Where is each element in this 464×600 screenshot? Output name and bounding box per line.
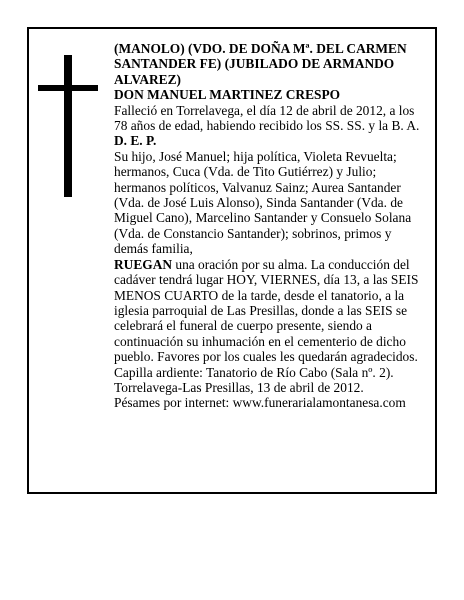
- condolences-line: Pésames por internet: www.funerarialamontanesa.com: [114, 395, 406, 411]
- place-date: Torrelavega-Las Presillas, 13 de abril de 2012.: [114, 379, 364, 395]
- obituary-text: [114, 41, 424, 411]
- death-notice: Falleció en Torrelavega, el día 12 de abril de 2012, a los 78 años de edad, habiendo recibido los SS. SS. y la B. A.: [114, 102, 420, 134]
- cross-icon: [38, 55, 98, 197]
- cross-horizontal-bar: [38, 85, 98, 91]
- funeral-request: [114, 257, 424, 365]
- family-list: Su hijo, José Manuel; hija política, Violeta Revuelta; hermanos, Cuca (Vda. de Tito Gutiérrez) y Julio; hermanos políticos, Valvanuz Sainz; Aurea Santander (Vda. de José Luis Alonso), Sinda Santander (Vda. de Miguel Cano), Marcelino Santander y Consuelo Solana (Vda. de Constancio Santander); sobrinos, primos y demás familia,: [114, 148, 412, 257]
- deceased-aliases: (MANOLO) (VDO. DE DOÑA Mª. DEL CARMEN SANTANDER FE) (JUBILADO DE ARMANDO ALVAREZ): [114, 41, 407, 87]
- rest-in-peace: D. E. P.: [114, 133, 157, 149]
- chapel-info: Capilla ardiente: Tanatorio de Río Cabo (Sala nº. 2).: [114, 364, 394, 380]
- cross-vertical-bar: [64, 55, 72, 197]
- deceased-name: DON MANUEL MARTINEZ CRESPO: [114, 87, 341, 103]
- funeral-request-text: una oración por su alma. La conducción del cadáver tendrá lugar HOY, VIERNES, día 13, a las SEIS MENOS CUARTO de la tarde, desde el tanatorio, a la iglesia parroquial de Las Presillas, donde a las SEIS se celebrará el funeral de cuerpo presente, siendo a continuación su inhumación en el cementerio de dicho pueblo. Favores por los cuales les quedarán agradecidos.: [114, 256, 419, 365]
- ruegan-label: RUEGAN: [114, 256, 173, 272]
